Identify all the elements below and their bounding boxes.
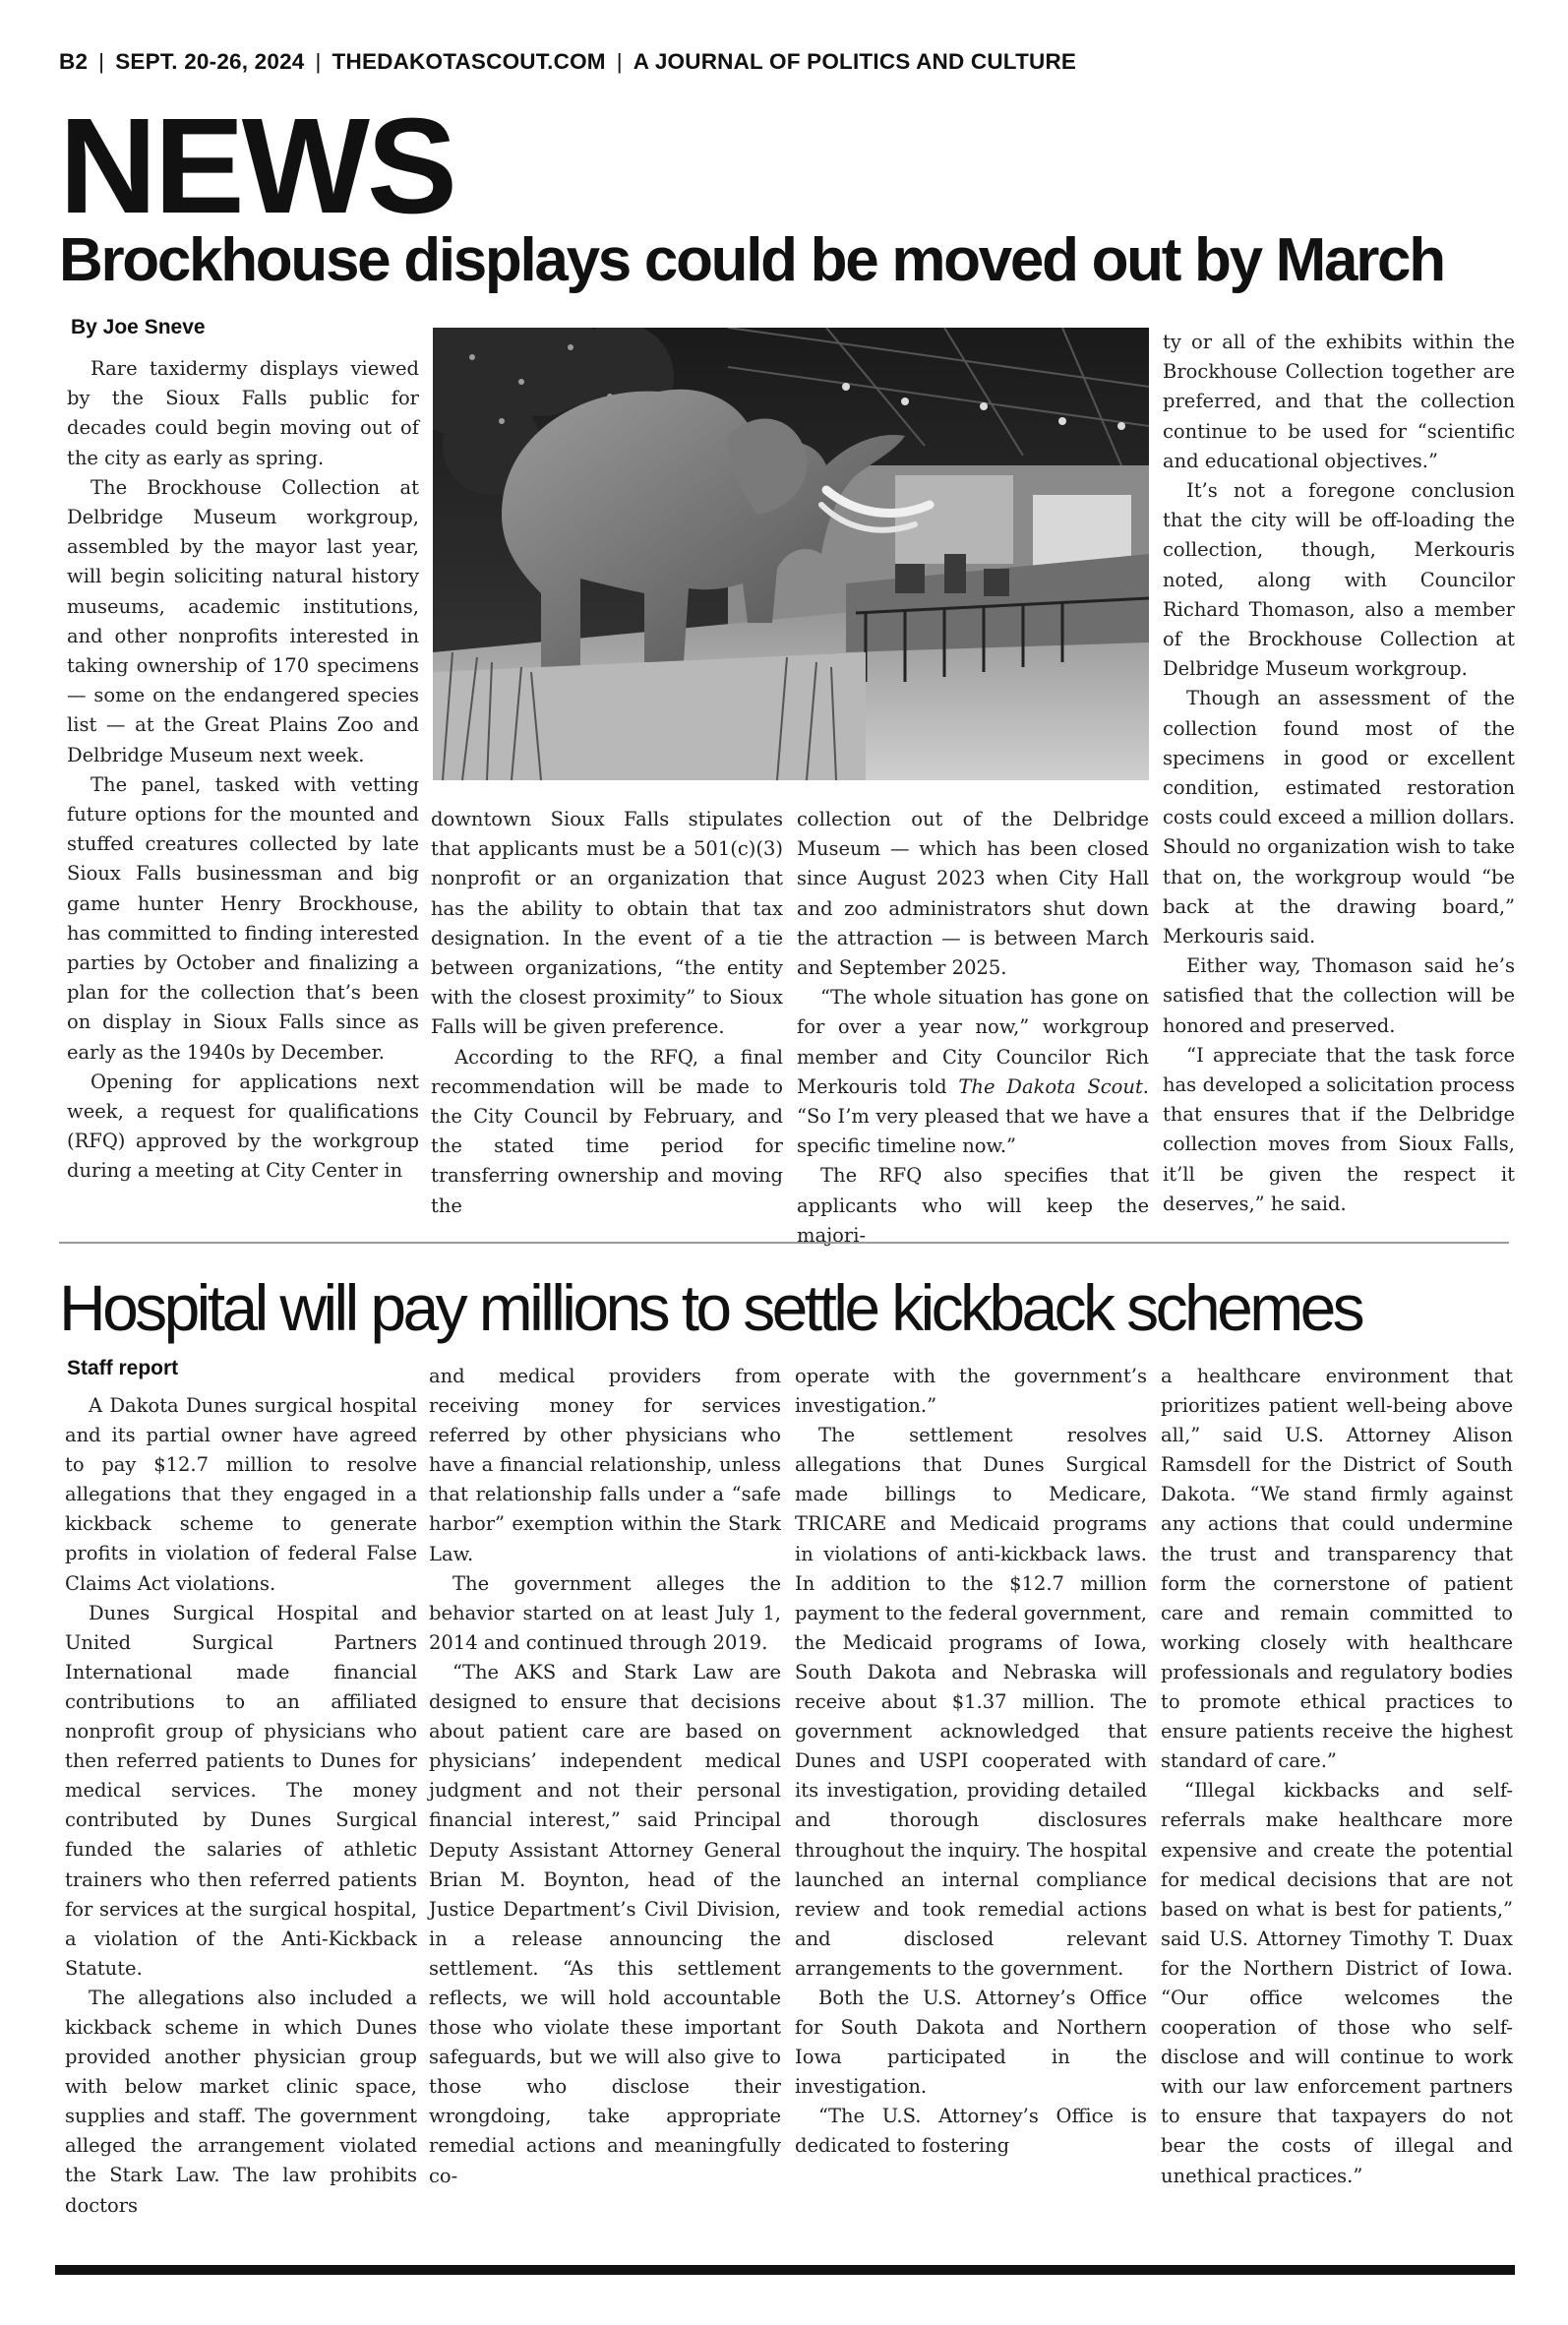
- paragraph: downtown Sioux Falls stipulates that applicants must be a 501(c)(3) nonprofit or an organization that has the ability to obtain that tax designation. In the event of a tie between organizations, “the entity with the closest proximity” to Sioux Falls will be given preference.: [431, 808, 783, 1039]
- section-title: NEWS: [59, 91, 454, 242]
- museum-elephant-photo: [433, 328, 1149, 780]
- paragraph: The government alleges the behavior started on at least July 1, 2014 and continued through 2019.: [429, 1571, 781, 1654]
- paragraph: Either way, Thomason said he’s satisfied that the collection will be honored and preserved.: [1163, 954, 1515, 1037]
- tagline: A JOURNAL OF POLITICS AND CULTURE: [633, 49, 1077, 74]
- article2-headline: Hospital will pay millions to settle kickback schemes: [59, 1271, 1362, 1344]
- paragraph: ty or all of the exhibits within the Brockhouse Collection together are preferred, and that the collection continue to be used for “scientific and educational objectives.”: [1163, 331, 1515, 472]
- article1-column-2: [431, 805, 783, 1221]
- article2-column-4: [1161, 1362, 1513, 2191]
- paragraph: Though an assessment of the collection found most of the specimens in good or excellent condition, estimated restoration costs could exceed a million dollars. Should no organization wish to take that on, the workgroup would “be back at the drawing board,” Merkouris said.: [1163, 687, 1515, 948]
- header-separator: |: [315, 49, 322, 74]
- header-separator: |: [98, 49, 105, 74]
- paragraph: Opening for applications next week, a request for qualifications (RFQ) approved by the workgroup during a meeting at City Center in: [67, 1070, 419, 1183]
- paragraph: operate with the government’s investigation.”: [795, 1365, 1147, 1418]
- article1-byline: By Joe Sneve: [71, 316, 206, 338]
- paragraph: The Brockhouse Collection at Delbridge Museum workgroup, assembled by the mayor last year, will begin soliciting natural history museums, academic institutions, and other nonprofits interested in taking ownership of 170 specimens — some on the endangered species list — at the Great Plains Zoo and Delbridge Museum next week.: [67, 475, 419, 766]
- header-separator: |: [616, 49, 623, 74]
- paragraph: “The AKS and Stark Law are designed to ensure that decisions about patient care are based on physicians’ independent medical judgment and not their personal financial interest,” said Principal Deputy Assistant Attorney General Brian M. Boynton, head of the Justice Department’s Civil Division, in a release announcing the settlement. “As this settlement reflects, we will hold accountable those who violate these important safeguards, but we will also give to those who disclose their wrongdoing, take appropriate remedial actions and meaningfully co-: [429, 1660, 781, 2187]
- paragraph: The panel, tasked with vetting future options for the mounted and stuffed creatures collected by late Sioux Falls businessman and big game hunter Henry Brockhouse, has committed to finding interested parties by October and finalizing a plan for the collection that’s been on display in Sioux Falls since as early as the 1940s by December.: [67, 772, 419, 1064]
- paragraph: collection out of the Delbridge Museum — which has been closed since August 2023 when City Hall and zoo administrators shut down the attraction — is between March and September 2025.: [797, 808, 1149, 980]
- site-link[interactable]: THEDAKOTASCOUT.COM: [332, 49, 606, 74]
- paragraph: Rare taxidermy displays viewed by the Sioux Falls public for decades could begin moving out of the city as early as spring.: [67, 357, 419, 469]
- quote-text: . “So I’m very pleased that we have a specific timeline now.”: [797, 1074, 1149, 1158]
- article2-byline: Staff report: [67, 1357, 179, 1379]
- article2-column-2: [429, 1362, 781, 2191]
- article1-column-3: [797, 805, 1149, 1251]
- paragraph: “I appreciate that the task force has developed a solicitation process that ensures that if the Delbridge collection moves from Sioux Falls, it’ll be given the respect it deserves,” he said.: [1163, 1043, 1515, 1215]
- paragraph: a healthcare environment that prioritizes patient well-being above all,” said U.S. Attorney Alison Ramsdell for the District of South Dakota. “We stand firmly against any actions that could undermine the trust and transparency that form the cornerstone of patient care and remain committed to working closely with healthcare professionals and regulatory bodies to promote ethical practices to ensure patients receive the highest standard of care.”: [1161, 1365, 1513, 1773]
- page-header: [59, 49, 1076, 75]
- article2-column-3: [795, 1362, 1147, 2162]
- article1-headline: Brockhouse displays could be moved out by March: [59, 226, 1444, 294]
- paragraph: According to the RFQ, a final recommendation will be made to the City Council by February, and the stated time period for transferring ownership and moving the: [431, 1045, 783, 1217]
- paragraph: The settlement resolves allegations that Dunes Surgical made billings to Medicare, TRICARE and Medicaid programs in violations of anti-kickback laws. In addition to the $12.7 million payment to the federal government, the Medicaid programs of Iowa, South Dakota and Nebraska will receive about $1.37 million. The government acknowledged that Dunes and USPI cooperated with its investigation, providing detailed and thorough disclosures throughout the inquiry. The hospital launched an internal compliance review and took remedial actions and disclosed relevant arrangements to the government.: [795, 1424, 1147, 1980]
- paragraph: It’s not a foregone conclusion that the city will be off-loading the collection, though, Merkouris noted, along with Councilor Richard Thomason, also a member of the Brockhouse Collection at Delbridge Museum workgroup.: [1163, 479, 1515, 681]
- paragraph: and medical providers from receiving money for services referred by other physicians who have a financial relationship, unless that relationship falls under a “safe harbor” exemption within the Stark Law.: [429, 1365, 781, 1565]
- paragraph: “The U.S. Attorney’s Office is dedicated to fostering: [795, 2105, 1147, 2158]
- paragraph: The RFQ also specifies that applicants who will keep the majori-: [797, 1164, 1149, 1247]
- issue-date: SEPT. 20-26, 2024: [115, 49, 305, 74]
- paragraph: “Illegal kickbacks and self-referrals make healthcare more expensive and create the potential for medical decisions that are not based on what is best for patients,” said U.S. Attorney Timothy T. Duax for the Northern District of Iowa. “Our office welcomes the cooperation of those who self-disclose and will continue to work with our law enforcement partners to ensure that taxpayers do not bear the costs of illegal and unethical practices.”: [1161, 1779, 1513, 2187]
- article2-column-1: [65, 1391, 417, 2221]
- article1-column-4: [1163, 328, 1515, 1219]
- publication-name: The Dakota Scout: [958, 1074, 1143, 1098]
- paragraph: Both the U.S. Attorney’s Office for South Dakota and Northern Iowa participated in the investigation.: [795, 1986, 1147, 2099]
- paragraph: [797, 983, 1149, 1161]
- page-bottom-rule: [55, 2265, 1515, 2275]
- article1-column-1: [67, 354, 419, 1187]
- paragraph: A Dakota Dunes surgical hospital and its partial owner have agreed to pay $12.7 million to resolve allegations that they engaged in a kickback scheme to generate profits in violation of federal False Claims Act violations.: [65, 1394, 417, 1595]
- quote-text: “The whole situation has gone on for over a year now,” workgroup member and City Councilor Rich Merkouris told: [797, 986, 1149, 1098]
- article-divider: [59, 1242, 1509, 1244]
- paragraph: The allegations also included a kickback scheme in which Dunes provided another physician group with below market clinic space, supplies and staff. The government alleged the arrangement violated the Stark Law. The law prohibits doctors: [65, 1986, 417, 2217]
- paragraph: Dunes Surgical Hospital and United Surgical Partners International made financial contributions to an affiliated nonprofit group of physicians who then referred patients to Dunes for medical services. The money contributed by Dunes Surgical funded the salaries of athletic trainers who then referred patients for services at the surgical hospital, a violation of the Anti-Kickback Statute.: [65, 1601, 417, 1980]
- page-number: B2: [59, 49, 89, 74]
